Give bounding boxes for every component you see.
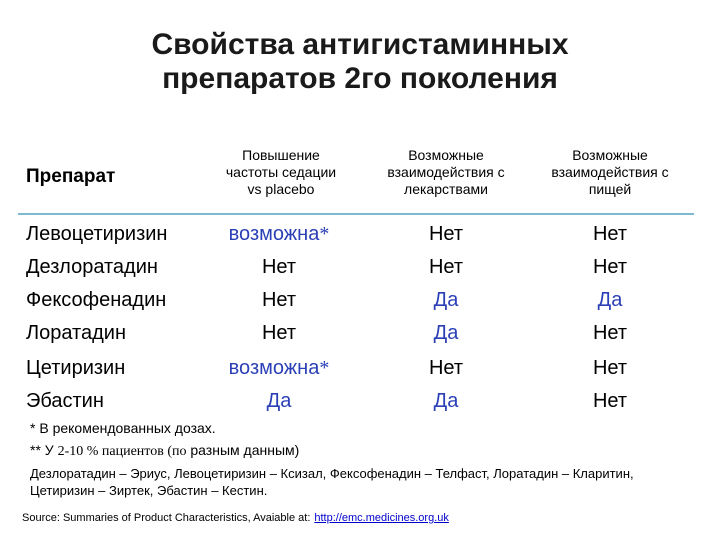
food-interaction-value: Нет [592, 357, 628, 379]
footnote-recommended-doses: * В рекомендованных дозах. [30, 420, 216, 436]
trade-names-note: Дезлоратадин – Эриус, Левоцетиризин – Ксизал, Фексофенадин – Телфаст, Лоратадин – Кларитин, Цетиризин – Зиртек, Эбастин – Кестин. [30, 466, 634, 498]
food-interaction-value: Нет [592, 322, 628, 344]
title-line-2: препаратов 2го поколения [162, 62, 558, 95]
header-sedation-line: Повышение [242, 147, 320, 163]
table-row [0, 256, 720, 288]
source-link[interactable]: http://emc.medicines.org.uk [314, 512, 449, 524]
title-line-1: Свойства антигистаминных [151, 28, 569, 61]
header-food-interactions [535, 147, 685, 198]
header-drug-interactions [372, 147, 520, 198]
footnote-percent: 2-10 % пациентов (по [57, 444, 187, 459]
source-text: Source: Summaries of Product Characteristics, Avaiable at: [22, 512, 311, 524]
sedation-text: возможна [228, 223, 320, 245]
table-row [0, 322, 720, 354]
sedation-value [212, 223, 346, 246]
drug-interaction-value: Да [433, 289, 459, 311]
table-row [0, 223, 720, 255]
header-food-interactions-line: взаимодействия с [551, 164, 669, 180]
drug-interaction-value: Да [433, 322, 459, 344]
footnote-patient-percent [30, 442, 299, 460]
drug-interaction-value: Нет [428, 357, 464, 379]
drug-name: Фексофенадин [26, 289, 167, 311]
drug-name: Лоратадин [26, 322, 126, 344]
footnote-star: * [319, 357, 330, 379]
sedation-text: возможна [228, 357, 320, 379]
table-row [0, 289, 720, 321]
food-interaction-value: Нет [592, 390, 628, 412]
footnote-marker: ** У [30, 442, 54, 458]
footnote-star: * [319, 223, 330, 245]
header-drug-interactions-line: Возможные [408, 147, 484, 163]
header-sedation-line: vs placebo [247, 181, 315, 197]
sedation-value: Нет [261, 289, 297, 311]
sedation-value: Да [266, 390, 292, 412]
header-sedation [216, 147, 346, 198]
sedation-value: Нет [261, 256, 297, 278]
header-food-interactions-line: пищей [588, 181, 632, 197]
header-food-interactions-line: Возможные [572, 147, 648, 163]
header-drug-interactions-line: лекарствами [404, 181, 488, 197]
drug-name: Левоцетиризин [26, 223, 168, 245]
food-interaction-value: Нет [592, 256, 628, 278]
header-divider [18, 213, 694, 215]
table-row [0, 357, 720, 389]
header-drug-interactions-line: взаимодействия с [387, 164, 505, 180]
sedation-value [212, 357, 346, 380]
slide-title [0, 28, 720, 96]
footnote-tail: разным данным) [190, 442, 300, 458]
source-line [22, 512, 449, 524]
drug-interaction-value: Нет [428, 223, 464, 245]
sedation-value: Нет [261, 322, 297, 344]
drug-interaction-value: Нет [428, 256, 464, 278]
food-interaction-value: Нет [592, 223, 628, 245]
drug-name: Цетиризин [26, 357, 126, 379]
drug-name: Эбастин [26, 390, 104, 412]
header-sedation-line: частоты седации [225, 164, 337, 180]
header-drug: Препарат [26, 166, 116, 187]
drug-name: Дезлоратадин [26, 256, 158, 278]
food-interaction-value: Да [597, 289, 623, 311]
drug-interaction-value: Да [433, 390, 459, 412]
table-row [0, 390, 720, 422]
